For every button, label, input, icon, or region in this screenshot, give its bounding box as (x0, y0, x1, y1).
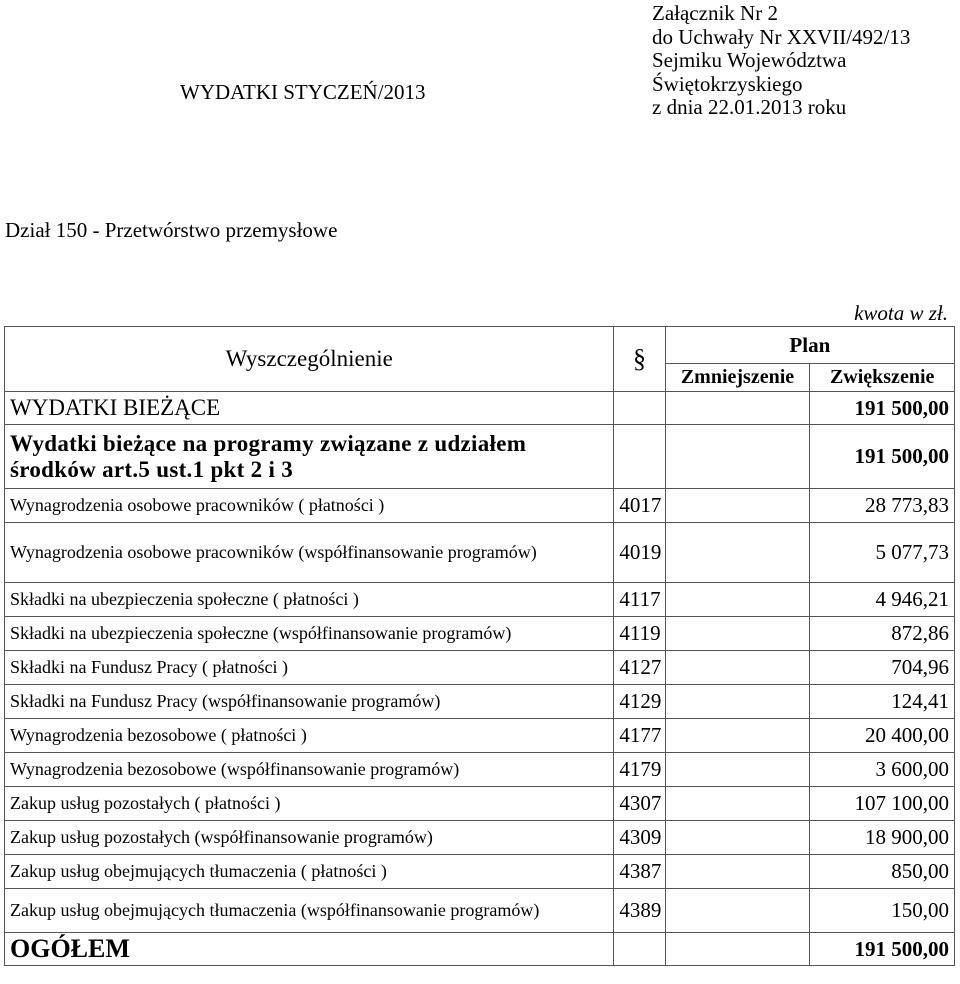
row-paragraph: 4127 (614, 651, 665, 685)
program-expenses-value: 191 500,00 (810, 425, 955, 489)
row-name: Wynagrodzenia bezosobowe (współfinansowanie programów) (5, 753, 614, 787)
header-name: Wyszczególnienie (5, 327, 614, 392)
row-paragraph: 4117 (614, 583, 665, 617)
row-increase: 124,41 (810, 685, 955, 719)
attachment-line: Sejmiku Województwa (652, 48, 847, 72)
row-increase: 850,00 (810, 855, 955, 889)
row-paragraph: 4179 (614, 753, 665, 787)
table-row (5, 489, 955, 523)
table-row (5, 685, 955, 719)
row-paragraph: 4119 (614, 617, 665, 651)
row-name: Wynagrodzenia bezosobowe ( płatności ) (5, 719, 614, 753)
row-increase: 150,00 (810, 889, 955, 933)
attachment-line: do Uchwały Nr XXVII/492/13 (652, 24, 911, 49)
row-paragraph: 4129 (614, 685, 665, 719)
header-decrease: Zmniejszenie (665, 364, 810, 392)
header-paragraph: § (614, 327, 665, 392)
table-row (5, 821, 955, 855)
row-decrease (665, 651, 810, 685)
table-row (5, 617, 955, 651)
budget-table (4, 326, 955, 966)
table-row (5, 889, 955, 933)
row-paragraph: 4019 (614, 523, 665, 583)
row-increase: 28 773,83 (810, 489, 955, 523)
table-row (5, 787, 955, 821)
row-name: Zakup usług pozostałych ( płatności ) (5, 787, 614, 821)
row-increase: 872,86 (810, 617, 955, 651)
attachment-line: Załącznik Nr 2 (652, 1, 778, 25)
row-increase: 107 100,00 (810, 787, 955, 821)
current-expenses-value: 191 500,00 (810, 392, 955, 425)
row-decrease (665, 753, 810, 787)
row-decrease (665, 821, 810, 855)
row-decrease (665, 685, 810, 719)
row-paragraph: 4389 (614, 889, 665, 933)
row-decrease (665, 889, 810, 933)
attachment-line: z dnia 22.01.2013 roku (652, 95, 847, 119)
row-increase: 4 946,21 (810, 583, 955, 617)
program-expenses-row (5, 425, 955, 489)
row-decrease (665, 523, 810, 583)
row-decrease (665, 489, 810, 523)
row-increase: 5 077,73 (810, 523, 955, 583)
row-name: Składki na Fundusz Pracy ( płatności ) (5, 651, 614, 685)
row-increase: 3 600,00 (810, 753, 955, 787)
table-row (5, 719, 955, 753)
table-row (5, 583, 955, 617)
row-name: Wynagrodzenia osobowe pracowników ( płatności ) (5, 489, 614, 523)
header-increase: Zwiększenie (810, 364, 955, 392)
row-paragraph: 4307 (614, 787, 665, 821)
row-name: Wynagrodzenia osobowe pracowników (współfinansowanie programów) (5, 523, 614, 583)
header-plan: Plan (665, 327, 954, 364)
row-name: Składki na ubezpieczenia społeczne (współfinansowanie programów) (5, 617, 614, 651)
row-increase: 20 400,00 (810, 719, 955, 753)
row-decrease (665, 583, 810, 617)
attachment-line: Świętokrzyskiego (652, 71, 803, 96)
total-row (5, 933, 955, 966)
document-title: WYDATKI STYCZEŃ/2013 (180, 80, 426, 104)
row-name: Zakup usług pozostałych (współfinansowanie programów) (5, 821, 614, 855)
row-paragraph: 4309 (614, 821, 665, 855)
row-increase: 18 900,00 (810, 821, 955, 855)
table-row (5, 855, 955, 889)
row-name: Zakup usług obejmujących tłumaczenia ( płatności ) (5, 855, 614, 889)
current-expenses-row (5, 392, 955, 425)
row-name: Składki na Fundusz Pracy (współfinansowanie programów) (5, 685, 614, 719)
row-decrease (665, 855, 810, 889)
row-decrease (665, 719, 810, 753)
row-decrease (665, 617, 810, 651)
section-heading: Dział 150 - Przetwórstwo przemysłowe (5, 218, 338, 242)
attachment-note (652, 2, 910, 120)
row-name: Składki na ubezpieczenia społeczne ( płatności ) (5, 583, 614, 617)
table-row (5, 753, 955, 787)
row-decrease (665, 787, 810, 821)
header-row (5, 327, 955, 364)
total-label: OGÓŁEM (5, 933, 614, 966)
row-paragraph: 4387 (614, 855, 665, 889)
program-expenses-label: Wydatki bieżące na programy związane z udziałem środków art.5 ust.1 pkt 2 i 3 (5, 425, 614, 489)
row-paragraph: 4177 (614, 719, 665, 753)
total-value: 191 500,00 (810, 933, 955, 966)
row-paragraph: 4017 (614, 489, 665, 523)
unit-label: kwota w zł. (854, 301, 948, 325)
table-row (5, 651, 955, 685)
row-increase: 704,96 (810, 651, 955, 685)
current-expenses-label: WYDATKI BIEŻĄCE (5, 392, 614, 425)
row-name: Zakup usług obejmujących tłumaczenia (współfinansowanie programów) (5, 889, 614, 933)
table-row (5, 523, 955, 583)
